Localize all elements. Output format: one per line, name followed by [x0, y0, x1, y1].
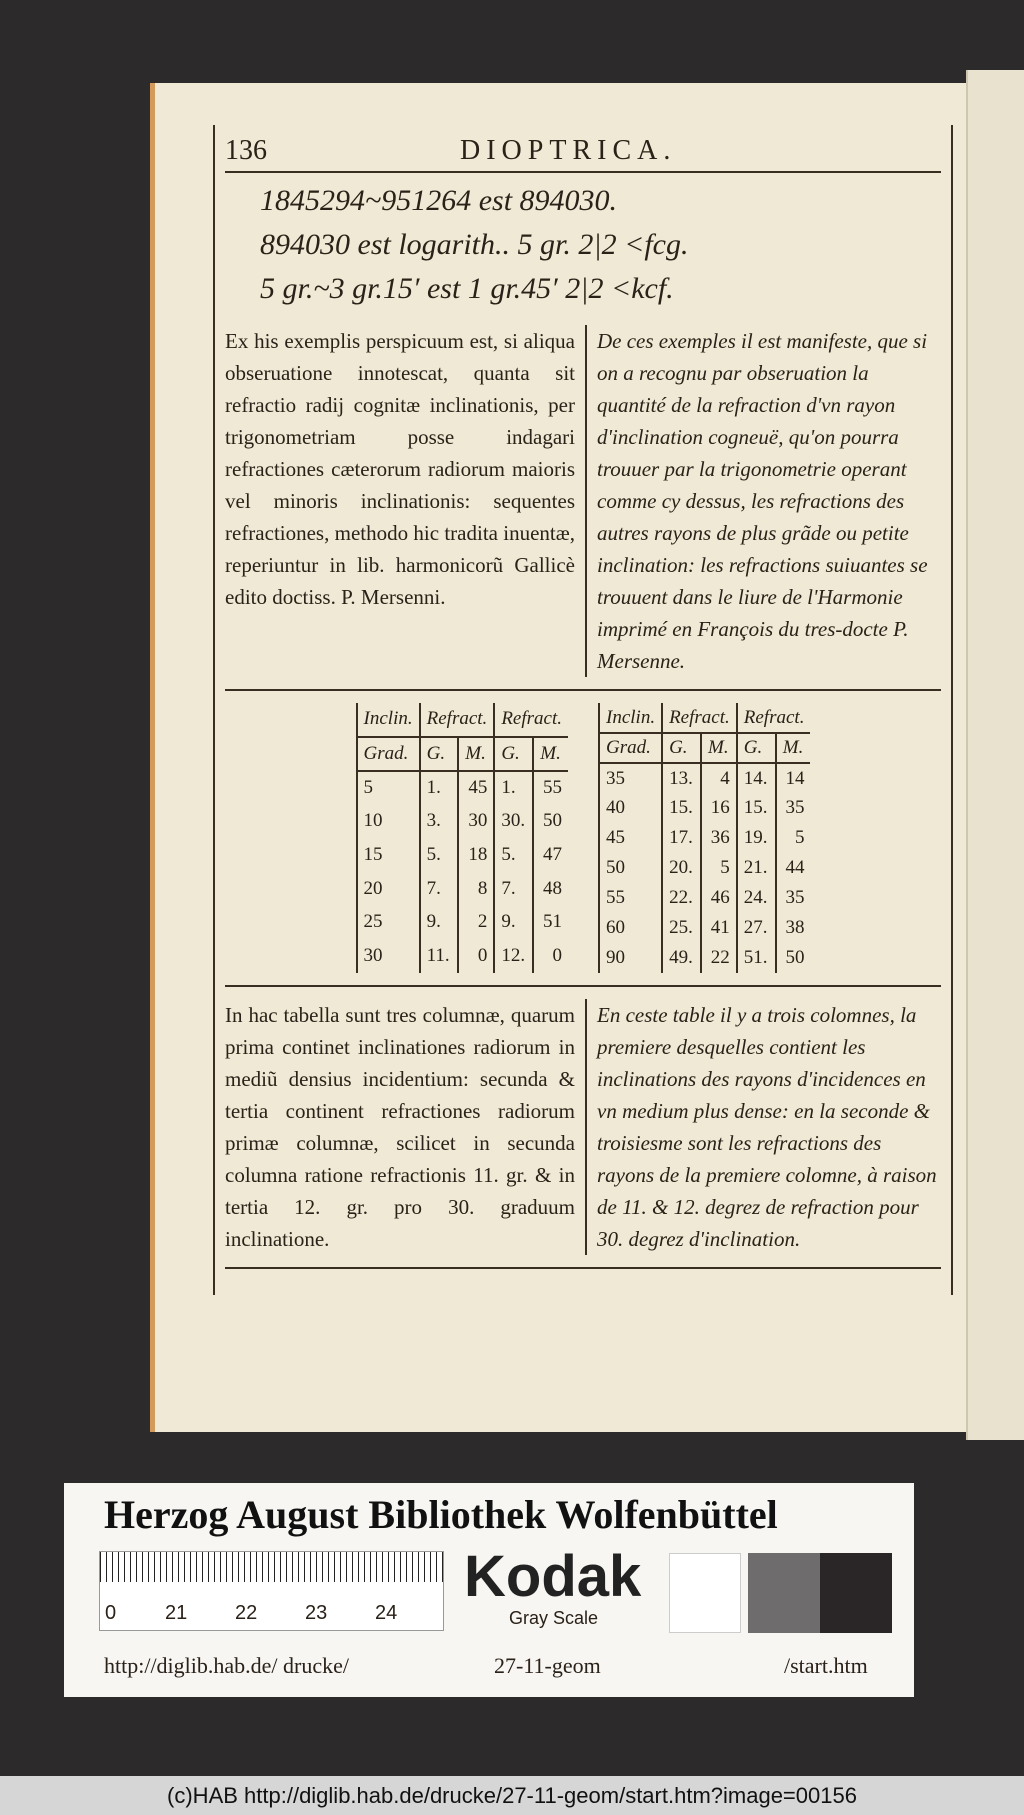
table-cell: 44 [776, 853, 811, 883]
subheader: G. [494, 737, 533, 771]
page-number: 136 [225, 135, 267, 166]
subheader: G. [737, 733, 776, 763]
table-row [357, 939, 568, 973]
ruler-ticks [100, 1552, 443, 1582]
table-cell: 38 [776, 913, 811, 943]
table-cell: 49. [662, 943, 701, 973]
formula-line: 1845294~951264 est 894030. [260, 184, 618, 217]
adjacent-page [966, 70, 1024, 1440]
table-cell: 9. [494, 906, 533, 940]
table-cell: 47 [533, 838, 568, 872]
table-cell: 22. [662, 883, 701, 913]
formula-line: 5 gr.~3 gr.15′ est 1 gr.45′ 2|2 <kcf. [260, 272, 674, 305]
subheader: G. [420, 737, 459, 771]
table-cell: 48 [533, 872, 568, 906]
table-cell: 51. [737, 943, 776, 973]
french-paragraph: En ceste table il y a trois colomnes, la premiere desquelles contient les inclinations des rayons d'incidences en vn medium plus dense: en la seconde & troisiesme sont les refractions des rayons de la premiere colomne, à raison de 11. & 12. degrez de refraction pour 30. degrez d'inclination. [585, 999, 941, 1255]
table-cell: 25. [662, 913, 701, 943]
table-cell: 15. [662, 793, 701, 823]
table-cell: 30 [357, 939, 420, 973]
header: Refract. [737, 703, 811, 733]
table-cell: 35 [776, 883, 811, 913]
ruler [99, 1551, 444, 1631]
subheader: M. [533, 737, 568, 771]
subheader: G. [662, 733, 701, 763]
table-row [599, 943, 810, 973]
formula-block [225, 173, 941, 317]
subheader: M. [458, 737, 494, 771]
running-header [225, 131, 941, 173]
table-cell: 5. [420, 838, 459, 872]
ruler-label: 23 [305, 1602, 328, 1624]
page-frame [213, 125, 953, 1295]
table-cell: 9. [420, 906, 459, 940]
table-cell: 10 [357, 804, 420, 838]
table-cell: 20 [357, 872, 420, 906]
table-cell: 15. [737, 793, 776, 823]
url-part: 27-11-geom [494, 1653, 601, 1678]
table-cell: 90 [599, 943, 662, 973]
divider [225, 689, 941, 691]
table-cell: 20. [662, 853, 701, 883]
ruler-label: 0 [105, 1602, 117, 1624]
parallel-text-2 [225, 999, 941, 1255]
subheader: M. [701, 733, 737, 763]
library-color-card [64, 1483, 914, 1697]
table-cell: 25 [357, 906, 420, 940]
divider [225, 985, 941, 987]
table-cell: 14 [776, 763, 811, 793]
table-cell: 5 [701, 853, 737, 883]
library-name: Herzog August Bibliothek Wolfenbüttel [104, 1492, 778, 1537]
table-cell: 2 [458, 906, 494, 940]
table-cell: 4 [701, 763, 737, 793]
table-cell: 5. [494, 838, 533, 872]
table-cell: 8 [458, 872, 494, 906]
subheader: Grad. [357, 737, 420, 771]
subheader: M. [776, 733, 811, 763]
table-cell: 45 [599, 823, 662, 853]
refraction-table-right [598, 703, 810, 973]
url-part: /start.htm [784, 1653, 868, 1678]
gray-scale-label: Gray Scale [509, 1608, 599, 1628]
latin-paragraph: Ex his exemplis perspicuum est, si aliqua obseruatione innotescat, quanta sit refractio radij cognitæ inclinationis, per trigonometriam posse indagari refractiones cæterorum radiorum maioris vel minoris inclinationis: sequentes refractiones, methodo hic tradita inuentæ, reperiuntur in lib. harmonicorũ Gallicè edito doctiss. P. Mersenni. [225, 329, 575, 609]
divider [225, 1267, 941, 1269]
table-cell: 50 [533, 804, 568, 838]
table-cell: 0 [533, 939, 568, 973]
subheader: Grad. [599, 733, 662, 763]
header: Refract. [494, 703, 568, 737]
table-cell: 13. [662, 763, 701, 793]
table-cell: 1. [494, 771, 533, 805]
table-cell: 5 [776, 823, 811, 853]
table-cell: 19. [737, 823, 776, 853]
table-cell: 16 [701, 793, 737, 823]
table-cell: 41 [701, 913, 737, 943]
table-cell: 50 [776, 943, 811, 973]
french-paragraph: De ces exemples il est manifeste, que si on a recognu par obseruation la quantité de la refraction d'vn rayon d'inclination cogneuë, qu'on pourra trouuer par la trigonometrie operant comme cy dessus, les refractions des autres rayons de plus grãde ou petite inclination: les refractions suiuantes se trouuent dans le liure de l'Harmonie imprimé en François du tres-docte P. Mersenne. [585, 325, 941, 677]
table-cell: 27. [737, 913, 776, 943]
table-cell: 12. [494, 939, 533, 973]
copyright-footer: (c)HAB http://diglib.hab.de/drucke/27-11-geom/start.htm?image=00156 [0, 1776, 1024, 1815]
table-cell: 7. [420, 872, 459, 906]
table-cell: 50 [599, 853, 662, 883]
table-cell: 51 [533, 906, 568, 940]
book-page [150, 83, 966, 1432]
table-cell: 35 [599, 763, 662, 793]
table-row [357, 771, 568, 805]
header: Inclin. [357, 703, 420, 737]
table-cell: 18 [458, 838, 494, 872]
table-row [599, 823, 810, 853]
table-cell: 7. [494, 872, 533, 906]
table-row [599, 883, 810, 913]
table-row [357, 838, 568, 872]
url-part: http://diglib.hab.de/ drucke/ [104, 1653, 350, 1678]
latin-paragraph: In hac tabella sunt tres columnæ, quarum prima continet inclinationes radiorum in mediũ densius incidentium: secunda & tertia continent refractiones radiorum primæ columnæ, scilicet in secunda columna ratione refractionis 11. gr. & in tertia 12. gr. pro 30. graduum inclinatione. [225, 1003, 575, 1251]
table-cell: 30. [494, 804, 533, 838]
table-row [357, 906, 568, 940]
kodak-logo: Kodak [464, 1544, 642, 1609]
black-swatch [820, 1553, 892, 1633]
ruler-label: 22 [235, 1602, 258, 1624]
gray-swatch [748, 1553, 820, 1633]
table-cell: 21. [737, 853, 776, 883]
table-cell: 40 [599, 793, 662, 823]
ruler-label: 21 [165, 1602, 188, 1624]
table-cell: 35 [776, 793, 811, 823]
header: Refract. [662, 703, 737, 733]
table-row [357, 804, 568, 838]
table-cell: 15 [357, 838, 420, 872]
table-cell: 60 [599, 913, 662, 943]
parallel-text-1 [225, 325, 941, 677]
table-cell: 14. [737, 763, 776, 793]
page-title: DIOPTRICA. [460, 135, 677, 166]
table-cell: 1. [420, 771, 459, 805]
table-cell: 24. [737, 883, 776, 913]
ruler-label: 24 [375, 1602, 398, 1624]
table-cell: 55 [599, 883, 662, 913]
table-row [599, 913, 810, 943]
header: Inclin. [599, 703, 662, 733]
refraction-table-left [356, 703, 568, 973]
table-cell: 5 [357, 771, 420, 805]
table-cell: 30 [458, 804, 494, 838]
table-cell: 36 [701, 823, 737, 853]
refraction-tables [225, 703, 941, 973]
formula-line: 894030 est logarith.. 5 gr. 2|2 <fcg. [260, 228, 689, 261]
header: Refract. [420, 703, 495, 737]
table-cell: 45 [458, 771, 494, 805]
table-row [599, 793, 810, 823]
table-row [599, 763, 810, 793]
table-cell: 17. [662, 823, 701, 853]
table-row [357, 872, 568, 906]
table-cell: 3. [420, 804, 459, 838]
table-cell: 55 [533, 771, 568, 805]
table-cell: 0 [458, 939, 494, 973]
table-row [599, 853, 810, 883]
table-cell: 11. [420, 939, 459, 973]
table-cell: 22 [701, 943, 737, 973]
white-swatch [669, 1553, 741, 1633]
table-cell: 46 [701, 883, 737, 913]
